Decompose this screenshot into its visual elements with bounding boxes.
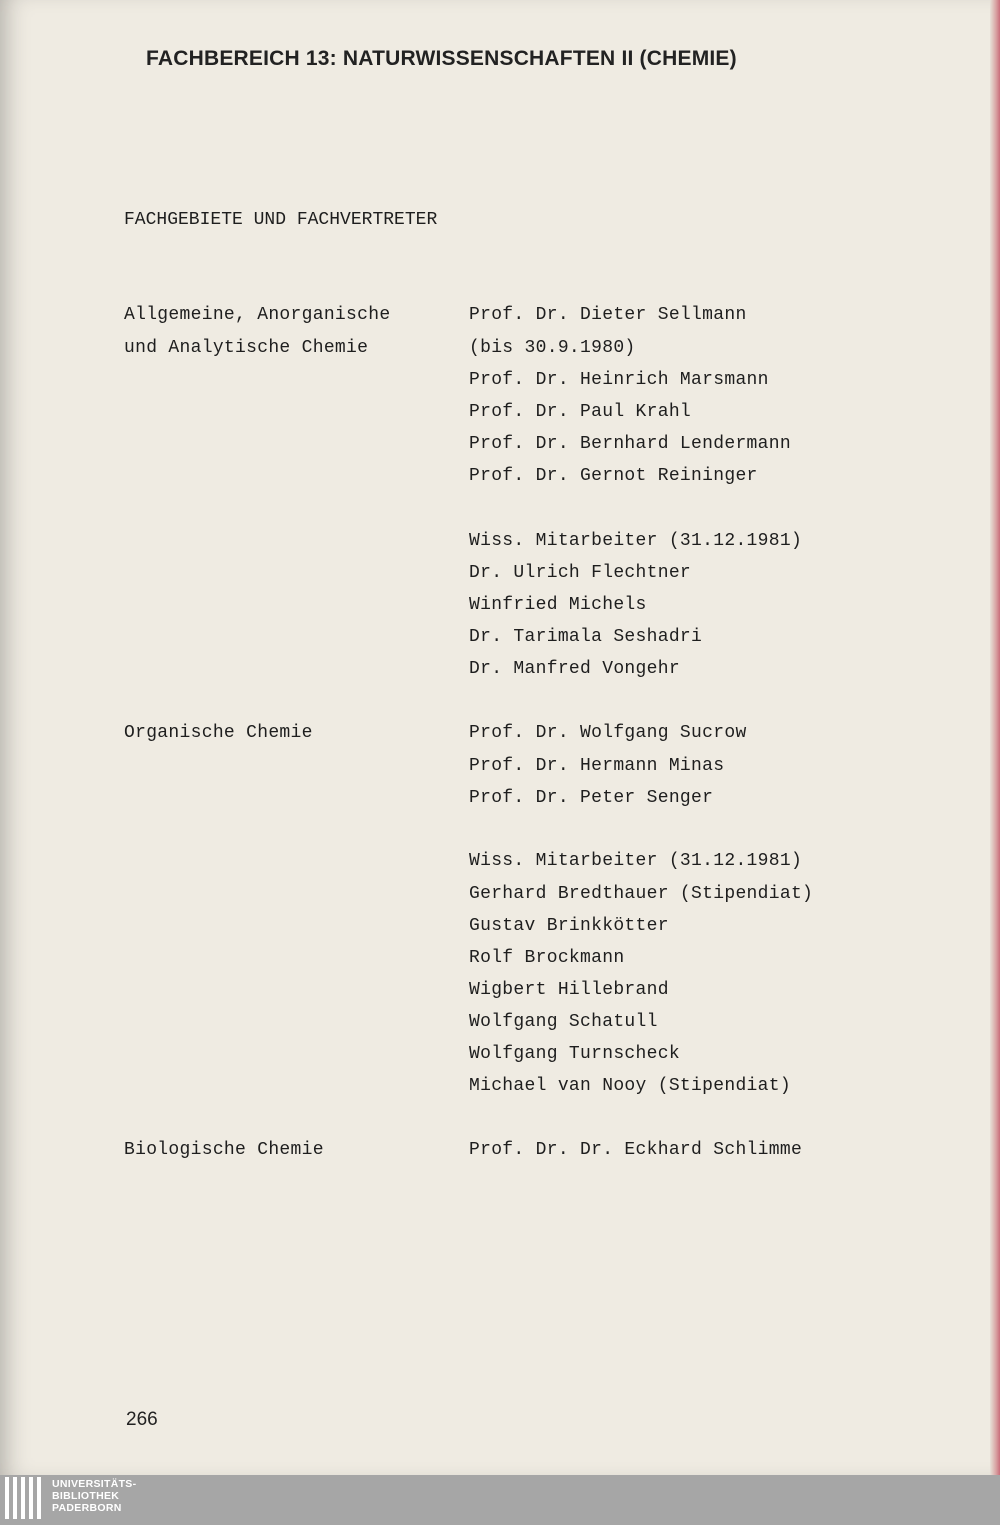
person-entry: Rolf Brockmann: [469, 948, 625, 968]
page-number: 266: [126, 1409, 158, 1430]
person-entry: Prof. Dr. Heinrich Marsmann: [469, 370, 769, 390]
person-entry: Prof. Dr. Dr. Eckhard Schlimme: [469, 1140, 803, 1160]
person-entry: Prof. Dr. Dieter Sellmann: [469, 305, 747, 325]
person-entry: Wigbert Hillebrand: [469, 980, 669, 1000]
person-entry: Gerhard Bredthauer (Stipendiat): [469, 884, 814, 904]
person-entry: Wolfgang Schatull: [469, 1012, 658, 1032]
person-entry: Dr. Tarimala Seshadri: [469, 627, 703, 647]
page-edge: [990, 0, 1000, 1475]
subject-label: Allgemeine, Anorganische: [124, 305, 391, 325]
person-entry: Dr. Manfred Vongehr: [469, 659, 680, 679]
subject-label: Biologische Chemie: [124, 1140, 324, 1160]
person-entry: Prof. Dr. Wolfgang Sucrow: [469, 723, 747, 743]
person-entry: Prof. Dr. Gernot Reininger: [469, 466, 758, 486]
person-entry: Prof. Dr. Bernhard Lendermann: [469, 434, 791, 454]
page-title: FACHBEREICH 13: NATURWISSENSCHAFTEN II (CHEMIE): [146, 47, 737, 70]
person-entry: Prof. Dr. Peter Senger: [469, 788, 714, 808]
logo-line: UNIVERSITÄTS-: [52, 1478, 137, 1490]
person-entry: Dr. Ulrich Flechtner: [469, 563, 692, 583]
staff-heading: Wiss. Mitarbeiter (31.12.1981): [469, 851, 803, 871]
person-entry: (bis 30.9.1980): [469, 338, 636, 358]
person-entry: Prof. Dr. Paul Krahl: [469, 402, 692, 422]
logo-line: BIBLIOTHEK: [52, 1490, 120, 1502]
section-heading: FACHGEBIETE UND FACHVERTRETER: [124, 210, 438, 230]
logo-line: PADERBORN: [52, 1502, 122, 1514]
library-logo-text: [52, 1478, 136, 1514]
subject-label: und Analytische Chemie: [124, 338, 369, 358]
person-entry: Gustav Brinkkötter: [469, 916, 669, 936]
person-entry: Wolfgang Turnscheck: [469, 1044, 680, 1064]
library-logo-icon: [3, 1477, 47, 1523]
person-entry: Winfried Michels: [469, 595, 647, 615]
staff-heading: Wiss. Mitarbeiter (31.12.1981): [469, 531, 803, 551]
person-entry: Michael van Nooy (Stipendiat): [469, 1076, 791, 1096]
subject-label: Organische Chemie: [124, 723, 313, 743]
person-entry: Prof. Dr. Hermann Minas: [469, 756, 725, 776]
library-footer-bar: [0, 1475, 1000, 1525]
